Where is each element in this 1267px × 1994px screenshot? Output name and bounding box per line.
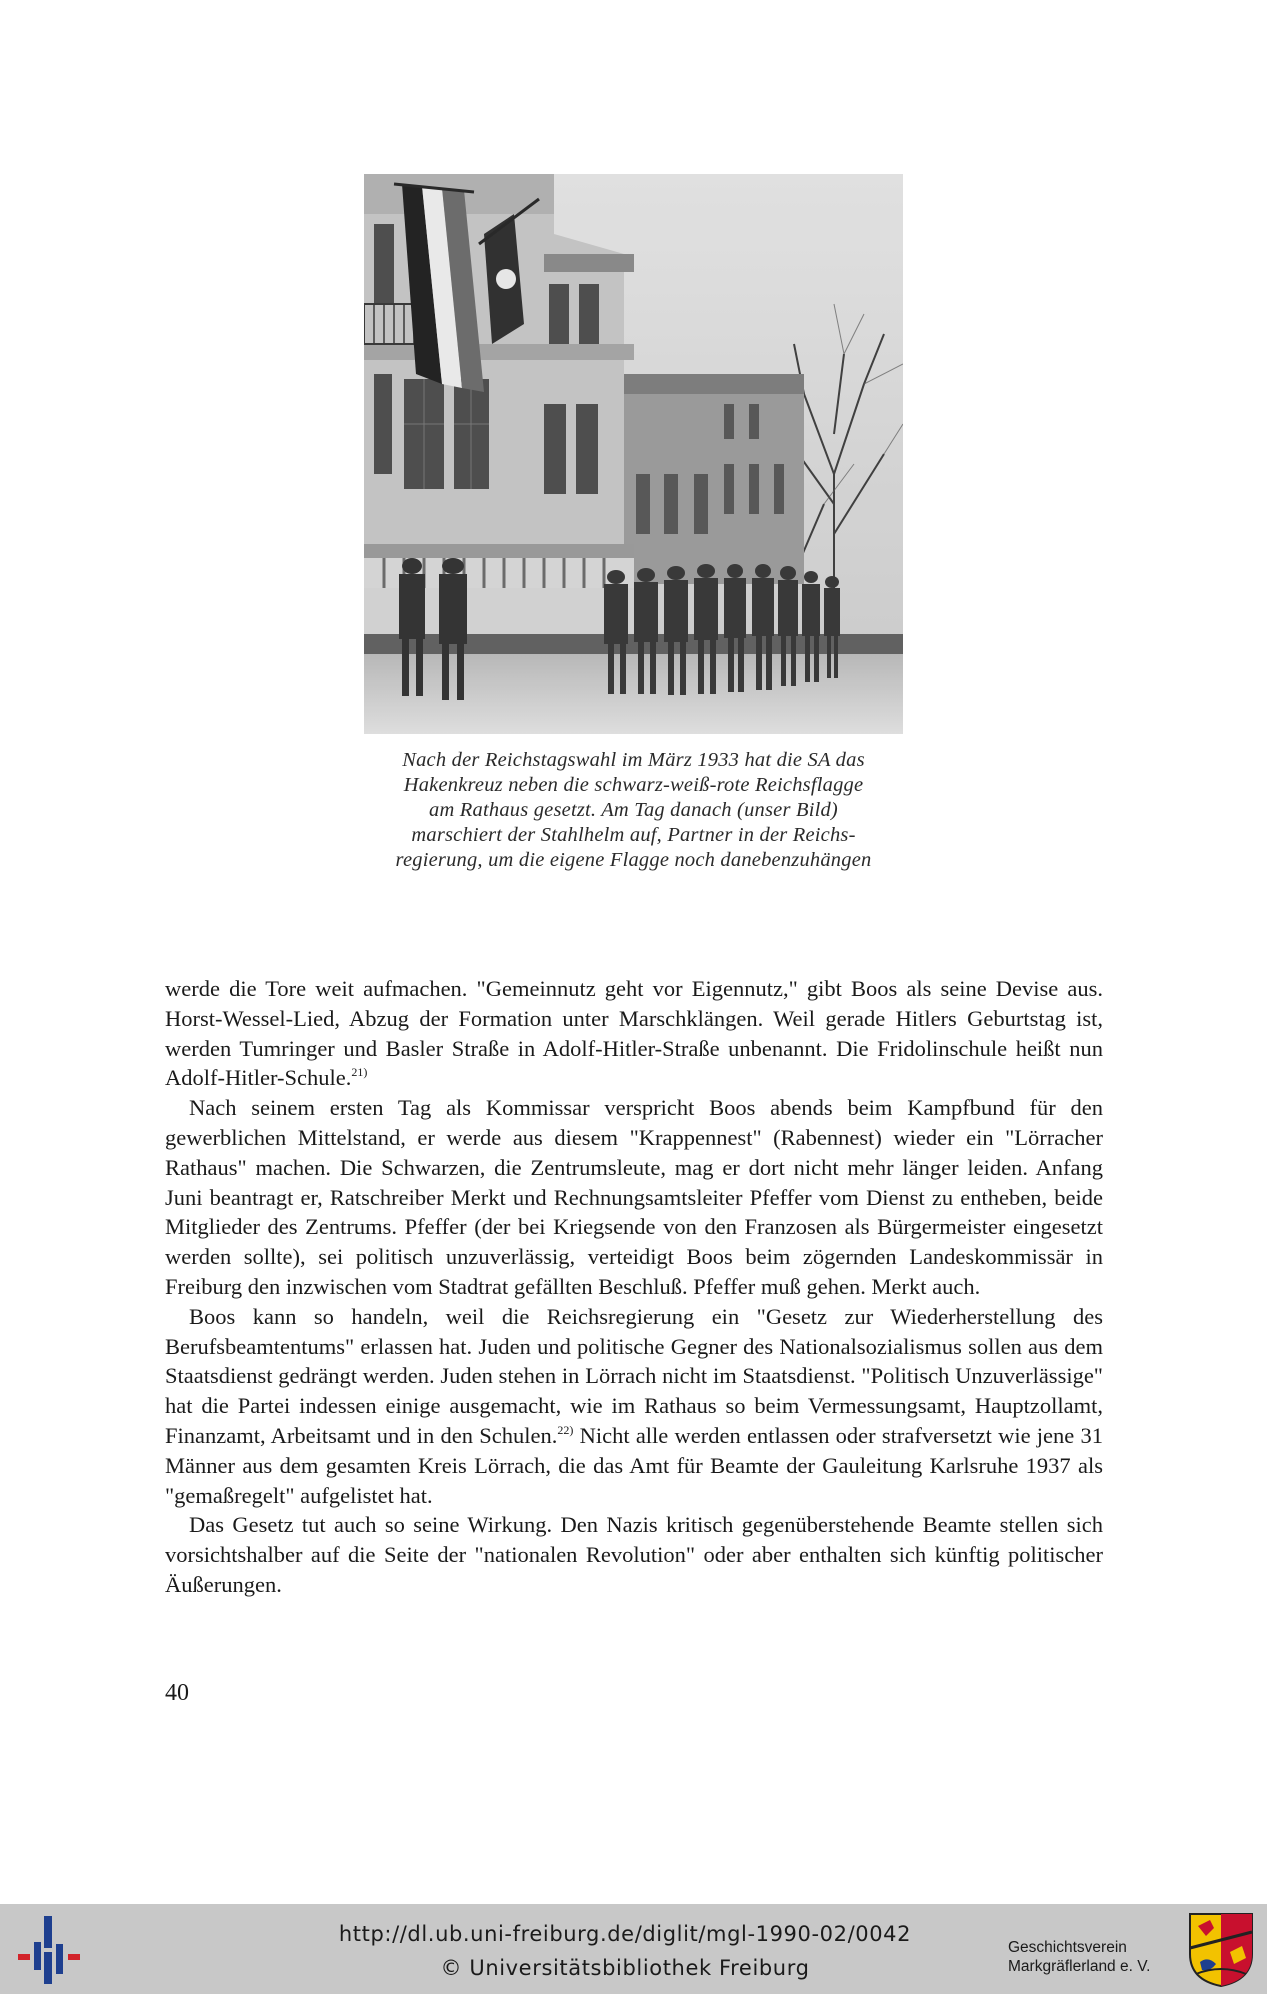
footnote-ref: 21): [351, 1065, 368, 1080]
document-url-link[interactable]: http://dl.ub.uni-freiburg.de/diglit/mgl-1990-02/0042: [338, 1922, 912, 1946]
historic-photograph: [364, 174, 903, 734]
photo-caption: [330, 748, 937, 873]
society-name-line: Markgräflerland e. V.: [1008, 1958, 1151, 1975]
photo-illustration: [364, 174, 903, 734]
caption-line: Hakenkreuz neben die schwarz-weiß-rote Reichsflagge: [403, 774, 864, 796]
body-text: [165, 974, 1103, 1600]
paragraph: [165, 974, 1103, 1093]
paragraph-text: werde die Tore weit aufmachen. "Gemeinnutz geht vor Eigennutz," gibt Boos als seine Devise aus. Horst-Wessel-Lied, Abzug der Formation unter Marschklängen. Weil gerade Hitlers Geburtstag ist, werden Tumringer und Basler Straße in Adolf-Hitler-Straße unbenannt. Die Fridolinschule heißt nun Adolf-Hitler-Schule.: [165, 976, 1103, 1091]
paragraph-text: Boos kann so handeln, weil die Reichsregierung ein "Gesetz zur Wiederherstellung des Berufsbeamtentums" erlassen hat. Juden und politische Gegner des Nationalsozialismus sollen aus dem Staatsdienst gedrängt werden. Juden stehen in Lörrach nicht im Staatsdienst. "Politisch Unzuverlässige" hat die Partei indessen einige ausgemacht, wie im Rathaus so beim Vermessungsamt, Hauptzollamt, Finanzamt, Arbeitsamt und in den Schulen.: [165, 1303, 1103, 1448]
paragraph: [165, 1302, 1103, 1511]
caption-line: am Rathaus gesetzt. Am Tag danach (unser Bild): [429, 799, 838, 821]
paragraph: Das Gesetz tut auch so seine Wirkung. Den Nazis kritisch gegenüberstehende Beamte stellen sich vorsichtshalber auf die Seite der "nationalen Revolution" oder aber enthalten sich künftig politischer Äußerungen.: [165, 1512, 1103, 1597]
paragraph-text: Nicht alle werden entlassen oder strafversetzt wie jene 31 Männer aus dem gesamten Kreis Lörrach, die das Amt für Beamte der Gauleitung Karlsruhe 1937 als "gemaßregelt" aufgelistet hat.: [165, 1422, 1103, 1508]
page-number: 40: [165, 1680, 189, 1706]
footer-bar: [0, 1904, 1267, 1994]
footnote-ref: 22): [557, 1422, 574, 1437]
caption-line: regierung, um die eigene Flagge noch danebenzuhängen: [395, 849, 872, 871]
coat-of-arms-icon: [1188, 1912, 1254, 1988]
caption-line: Nach der Reichstagswahl im März 1933 hat die SA das: [402, 749, 865, 771]
paragraph: Nach seinem ersten Tag als Kommissar verspricht Boos abends beim Kampfbund für den gewerblichen Mittelstand, er werde aus diesem "Krappennest" (Rabennest) wieder ein "Lörracher Rathaus" machen. Die Schwarzen, die Zentrumsleute, mag er dort nicht mehr länger leiden. Anfang Juni beantragt er, Ratschreiber Merkt und Rechnungsamtsleiter Pfeffer vom Dienst zu entheben, beide Mitglieder des Zentrums. Pfeffer (der bei Kriegsende von den Franzosen als Bürgermeister eingesetzt werden sollte), sei politisch unzuverlässig, verteidigt Boos beim zögernden Landeskommissär in Freiburg den inzwischen vom Stadtrat gefällten Beschluß. Pfeffer muß gehen. Merkt auch.: [165, 1095, 1103, 1299]
copyright-text: © Universitätsbibliothek Freiburg: [440, 1956, 810, 1980]
library-logo-icon: [14, 1914, 84, 1986]
caption-line: marschiert der Stahlhelm auf, Partner in der Reichs-: [411, 824, 856, 846]
society-name: [1008, 1938, 1188, 1976]
society-name-line: Geschichtsverein: [1008, 1939, 1127, 1956]
